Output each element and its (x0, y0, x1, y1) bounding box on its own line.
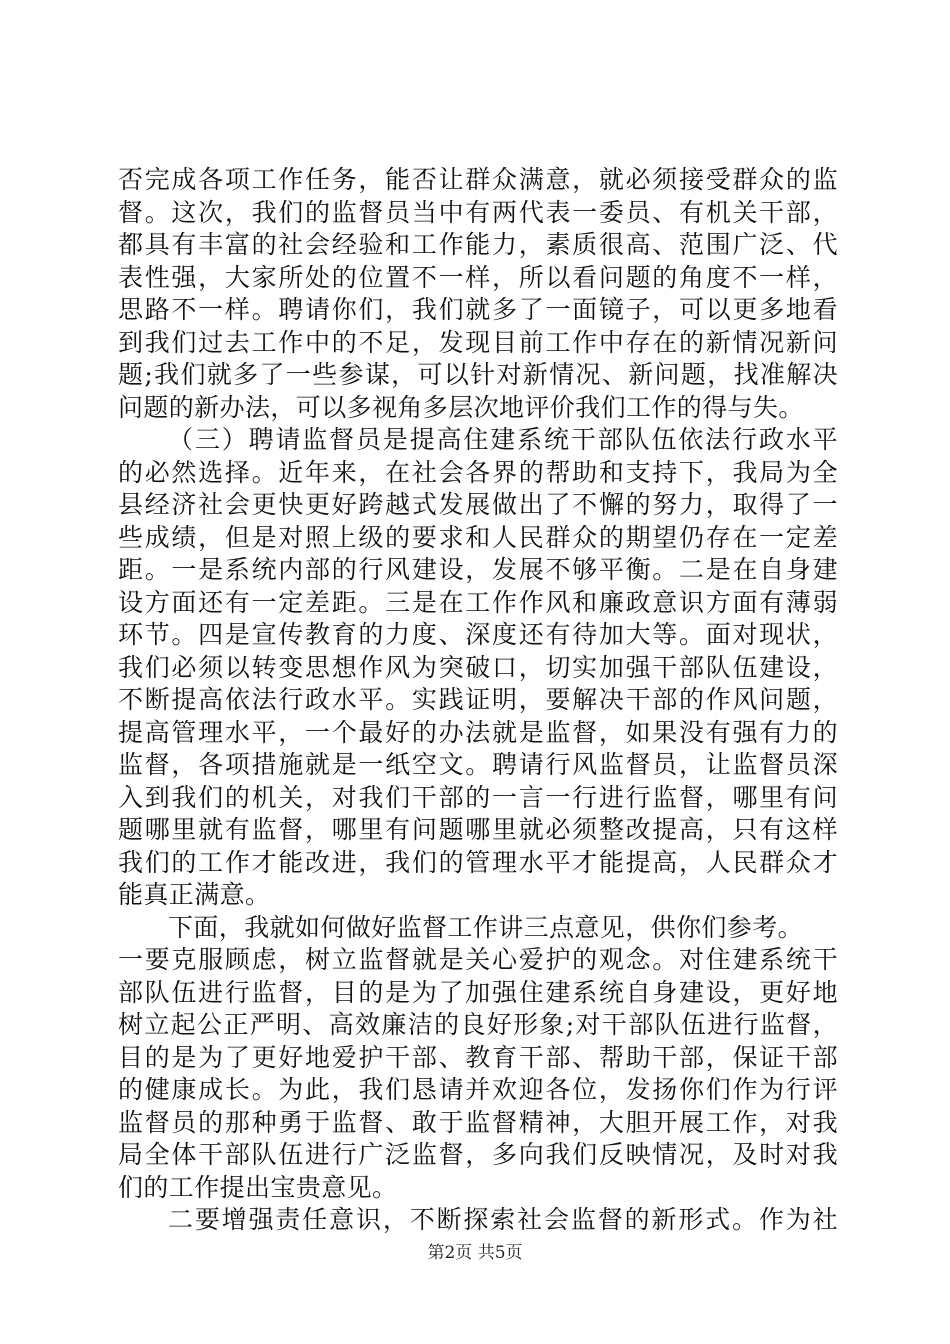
text-line: 二要增强责任意识，不断探索社会监督的新形式。作为社 (168, 1205, 838, 1234)
text-line: 我们必须以转变思想作风为突破口，切实加强干部队伍建设， (118, 652, 838, 682)
text-line: 部队伍进行监督，目的是为了加强住建系统自身建设，更好地 (118, 977, 838, 1007)
text-line: 们的工作提出宝贵意见。 (118, 1172, 398, 1202)
text-line: 县经济社会更快更好跨越式发展做出了不懈的努力，取得了一 (118, 490, 838, 519)
text-line: 些成绩，但是对照上级的要求和人民群众的期望仍存在一定差 (118, 522, 838, 552)
text-line: 提高管理水平，一个最好的办法就是监督，如果没有强有力的 (118, 717, 838, 747)
text-line: 不断提高依法行政水平。实践证明，要解决干部的作风问题， (118, 685, 838, 714)
text-line: 题;我们就多了一些参谋，可以针对新情况、新问题，找准解决 (118, 360, 838, 389)
page-number-footer: 第2页 共5页 (427, 1243, 523, 1263)
text-line: 环节。四是宣传教育的力度、深度还有待加大等。面对现状， (118, 620, 838, 649)
text-line: （三）聘请监督员是提高住建系统干部队伍依法行政水平 (168, 425, 838, 454)
text-line: 督。这次，我们的监督员当中有两代表一委员、有机关干部， (118, 197, 838, 227)
text-line: 都具有丰富的社会经验和工作能力，素质很高、范围广泛、代 (118, 230, 838, 259)
text-line: 到我们过去工作中的不足，发现目前工作中存在的新情况新问 (118, 327, 838, 357)
text-line: 距。一是系统内部的行风建设，发展不够平衡。二是在自身建 (118, 555, 838, 584)
document-body (118, 164, 838, 1237)
text-line: 下面，我就如何做好监督工作讲三点意见，供你们参考。 (168, 912, 804, 942)
text-line: 监督，各项措施就是一纸空文。聘请行风监督员，让监督员深 (118, 750, 838, 779)
text-line: 的必然选择。近年来，在社会各界的帮助和支持下，我局为全 (118, 457, 838, 487)
text-line: 树立起公正严明、高效廉洁的良好形象;对干部队伍进行监督， (118, 1010, 838, 1039)
text-line: 思路不一样。聘请你们，我们就多了一面镜子，可以更多地看 (118, 295, 838, 324)
text-line: 能真正满意。 (118, 880, 271, 909)
text-line: 目的是为了更好地爱护干部、教育干部、帮助干部，保证干部 (118, 1042, 838, 1072)
text-line: 我们的工作才能改进，我们的管理水平才能提高，人民群众才 (118, 847, 838, 877)
text-line: 表性强，大家所处的位置不一样，所以看问题的角度不一样， (118, 262, 838, 292)
text-line: 局全体干部队伍进行广泛监督，多向我们反映情况，及时对我 (118, 1140, 838, 1169)
text-line: 的健康成长。为此，我们恳请并欢迎各位，发扬你们作为行评 (118, 1075, 838, 1104)
text-line: 题哪里就有监督，哪里有问题哪里就必须整改提高，只有这样 (118, 815, 838, 844)
text-line: 设方面还有一定差距。三是在工作作风和廉政意识方面有薄弱 (118, 587, 838, 617)
text-line: 否完成各项工作任务，能否让群众满意，就必须接受群众的监 (118, 165, 838, 194)
text-line: 问题的新办法，可以多视角多层次地评价我们工作的得与失。 (118, 392, 804, 422)
text-line: 一要克服顾虑，树立监督就是关心爱护的观念。对住建系统干 (118, 945, 838, 974)
text-line: 入到我们的机关，对我们干部的一言一行进行监督，哪里有问 (118, 782, 838, 812)
text-line: 监督员的那种勇于监督、敢于监督精神，大胆开展工作，对我 (118, 1107, 838, 1137)
